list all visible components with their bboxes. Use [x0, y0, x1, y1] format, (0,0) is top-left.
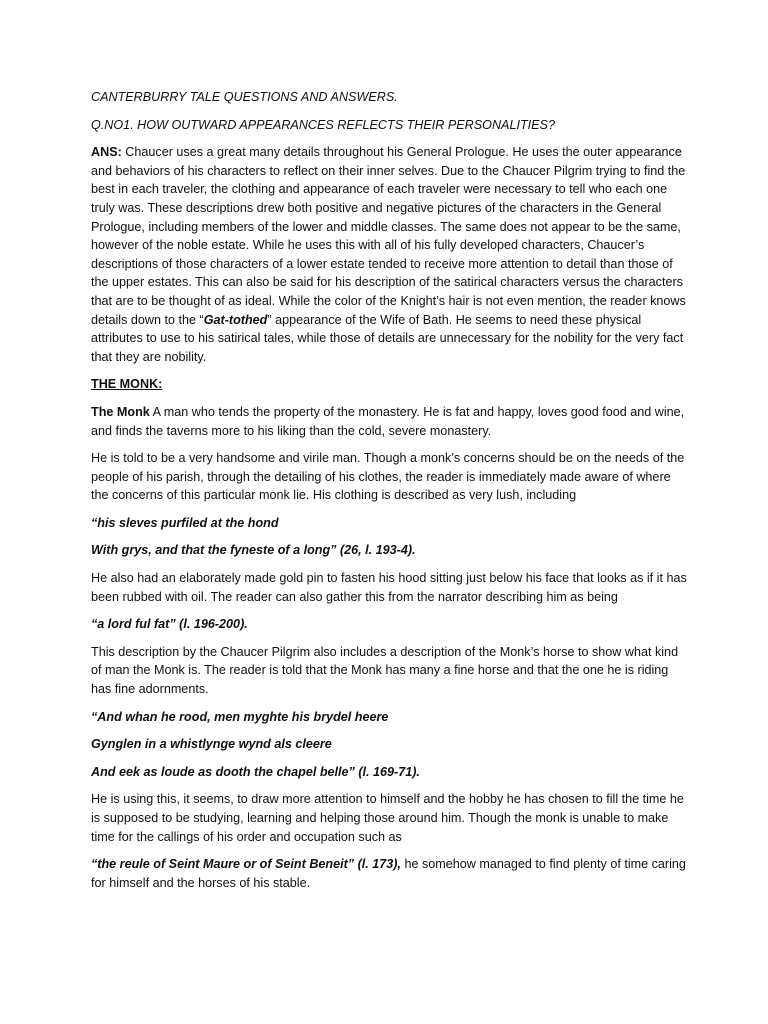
monk-paragraph-2: He also had an elaborately made gold pin to fasten his hood sitting just below his face that looks as if it has been rubbed with oil. The reader can also gather this from the narrator describing him as being [91, 571, 687, 604]
monk-quote-2: “a lord ful fat” (l. 196-200). [91, 617, 248, 632]
monk-quote-1a: “his sleves purfiled at the hond [91, 515, 279, 530]
answer-text-1: Chaucer uses a great many details throughout his General Prologue. He uses the outer appearance and behaviors of his characters to reflect on their inner selves. Due to the Chaucer Pilgrim trying to find the best in each traveler, the clothing and appearance of each traveler were necessary to tell who each one truly was. These descriptions drew both positive and negative pictures of the characters in the General Prologue, including members of the lower and middle classes. The same does not appear to be the same, however of the noble estate. While he uses this with all of his fully developed characters, Chaucer’s descriptions of those characters of a lower estate tended to receive more attention to detail than those of the upper estates. This can also be said for his description of the satirical characters versus the characters that are to be thought of as ideal. While the color of the Knight’s hair is not even mention, the reader knows details down to the “ [91, 145, 686, 327]
monk-quote-3b: Gynglen in a whistlynge wynd als cleere [91, 737, 332, 752]
monk-paragraph-5-text: he somehow managed to find plenty of time caring for himself and the horses of his stable. [91, 857, 686, 890]
question-heading: Q.NO1. HOW OUTWARD APPEARANCES REFLECTS THEIR PERSONALITIES? [91, 117, 555, 132]
document-title: CANTERBURRY TALE QUESTIONS AND ANSWERS. [91, 90, 398, 104]
monk-quote-4: “the reule of Seint Maure or of Seint Beneit” (l. 173), [91, 857, 401, 872]
monk-paragraph-5 [91, 855, 687, 892]
answer-label: ANS: [91, 145, 122, 160]
answer-text-2: ” appearance of the Wife of Bath. He seems to need these physical attributes to use to his satirical tales, while those of details are unnecessary for the nobility for the very fact that they are nobility. [91, 312, 684, 364]
monk-quote-3a: “And whan he rood, men myghte his brydel heere [91, 709, 389, 724]
answer-paragraph [91, 143, 687, 366]
monk-paragraph-4: He is using this, it seems, to draw more attention to himself and the hobby he has chosen to fill the time he is supposed to be studying, learning and helping those around him. Though the monk is unable to make time for the callings of his order and occupation such as [91, 792, 684, 844]
monk-quote-3c: And eek as loude as dooth the chapel belle” (l. 169-71). [91, 764, 420, 779]
answer-emphasis: Gat-tothed [203, 312, 268, 327]
monk-paragraph-3: This description by the Chaucer Pilgrim also includes a description of the Monk’s horse to show what kind of man the Monk is. The reader is told that the Monk has many a fine horse and that the one he is riding has fine adornments. [91, 644, 679, 697]
document-body [91, 88, 687, 901]
monk-paragraph-1: He is told to be a very handsome and virile man. Though a monk’s concerns should be on the needs of the people of his parish, through the detailing of his clothes, the reader is immediately made aware of where the concerns of this particular monk lie. His clothing is described as very lush, including [91, 451, 685, 503]
monk-intro-text: A man who tends the property of the monastery. He is fat and happy, loves good food and wine, and finds the taverns more to his liking than the cold, severe monastery. [91, 404, 685, 438]
monk-intro [91, 403, 687, 440]
monk-quote-1b: With grys, and that the fyneste of a long” (26, l. 193-4). [91, 543, 416, 558]
monk-heading: THE MONK: [91, 377, 163, 392]
monk-intro-label: The Monk [91, 404, 150, 419]
